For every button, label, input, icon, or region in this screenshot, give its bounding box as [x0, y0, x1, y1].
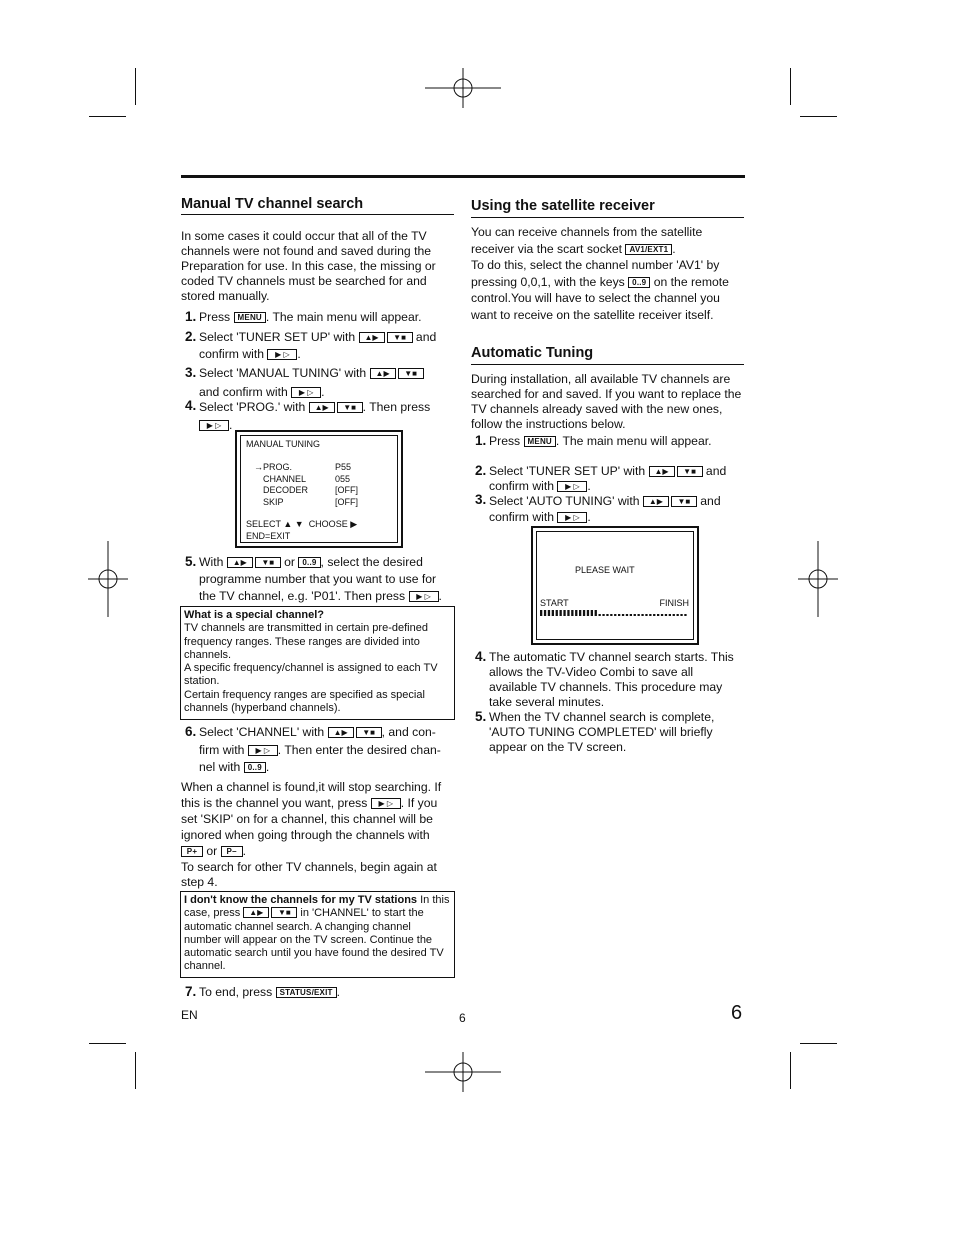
page-number-large: 6 — [731, 1002, 743, 1024]
crop-mark — [135, 1052, 136, 1089]
screen-title: MANUAL TUNING — [246, 439, 321, 449]
menu-key-icon: MENU — [234, 312, 266, 323]
step-text: . — [321, 385, 325, 399]
step-text: . — [587, 510, 591, 524]
progress-segment-filled — [571, 610, 573, 616]
up-key-icon: ▲▶ — [328, 727, 354, 738]
ok-key-icon: ▶ ▷ — [267, 349, 297, 360]
down-key-icon: ▼■ — [271, 907, 297, 918]
progress-segment-empty — [669, 614, 671, 616]
progress-segment-filled — [563, 610, 565, 616]
digit-key-icon: 0..9 — [628, 277, 650, 288]
progress-segment-filled — [587, 610, 589, 616]
step-text: Press — [199, 310, 231, 324]
down-key-icon: ▼■ — [387, 332, 413, 343]
up-key-icon: ▲▶ — [643, 496, 669, 507]
step-number: 4. — [185, 398, 197, 413]
step-2 — [181, 329, 454, 364]
satellite-heading: Using the satellite receiver — [471, 198, 655, 214]
arrow-right-icon: → — [254, 462, 263, 472]
heading-rule — [471, 364, 744, 365]
auto-step-3 — [471, 493, 744, 525]
step-text: nel with — [199, 760, 241, 774]
step-text: With — [199, 555, 224, 569]
progress-segment-empty — [649, 614, 651, 616]
heading-rule — [181, 214, 454, 215]
search-progress-bar — [540, 610, 688, 616]
step-text: confirm with — [199, 347, 265, 361]
manual-search-heading: Manual TV channel search — [181, 196, 364, 212]
step-text: and — [415, 330, 437, 344]
paragraph-text: . If you set 'SKIP' on for a channel, this channel will be ignored when going through the channels with — [181, 795, 438, 842]
ok-key-icon: ▶ ▷ — [557, 512, 587, 523]
step-text: . — [265, 760, 270, 774]
auto-intro-paragraph: During installation, all available TV channels are searched for and saved. If you want to replace the TV channels already saved with the new ones, follow the instructions below. — [471, 372, 742, 431]
program-down-key-icon: P– — [221, 846, 243, 857]
special-channel-text: A specific frequency/channel is assigned to each TV station. — [184, 662, 438, 688]
please-wait-text: PLEASE WAIT — [575, 565, 635, 575]
down-key-icon: ▼■ — [398, 368, 424, 379]
satellite-paragraph — [471, 224, 744, 323]
auto-tuning-screen — [531, 526, 699, 645]
left-column-mid — [181, 554, 454, 605]
step-text: . — [297, 347, 301, 361]
step-4 — [181, 398, 454, 434]
step-text: , select the desired — [320, 555, 423, 569]
screen-frame — [536, 531, 694, 640]
step-1 — [181, 310, 454, 329]
digit-key-icon: 0..9 — [298, 557, 320, 568]
progress-segment-empty — [626, 614, 628, 616]
progress-segment-empty — [614, 614, 616, 616]
step-text: and confirm with — [199, 385, 288, 399]
step-text: . Then enter the desired chan- — [277, 742, 441, 757]
program-up-key-icon: P+ — [181, 846, 203, 857]
progress-segment-empty — [677, 614, 679, 616]
progress-segment-empty — [630, 614, 632, 616]
down-key-icon: ▼■ — [337, 402, 363, 413]
progress-segment-empty — [661, 614, 663, 616]
row-label: PROG. — [263, 462, 293, 472]
paragraph-text: control.You will have to select the channel you — [471, 291, 720, 305]
paragraph-text: or — [206, 843, 218, 858]
step-text: To end, press — [199, 985, 273, 999]
progress-segment-empty — [653, 614, 655, 616]
step-text: the TV channel, e.g. 'P01'. Then press — [199, 589, 406, 603]
left-column — [181, 195, 454, 434]
manual-tuning-screen — [235, 430, 403, 548]
crop-mark — [790, 68, 791, 105]
page-number-small: 6 — [459, 1011, 466, 1025]
ok-key-icon: ▶ ▷ — [291, 387, 321, 398]
down-key-icon: ▼■ — [671, 496, 697, 507]
menu-key-icon: MENU — [524, 436, 556, 447]
step-5 — [181, 554, 454, 605]
special-channel-title: What is a special channel? — [184, 609, 324, 621]
step-text: or — [284, 555, 295, 569]
choose-hint: CHOOSE ▶ — [308, 519, 358, 529]
paragraph-text: . — [242, 843, 247, 858]
progress-segment-filled — [567, 610, 569, 616]
finish-label: FINISH — [659, 598, 689, 608]
top-rule — [181, 175, 745, 178]
special-channel-text: TV channels are transmitted in certain pre-defined frequency ranges. These ranges are divided into channels. — [184, 622, 428, 661]
ok-key-icon: ▶ ▷ — [199, 420, 229, 431]
crop-mark — [89, 1043, 126, 1044]
progress-segment-filled — [544, 610, 546, 616]
down-key-icon: ▼■ — [255, 557, 281, 568]
paragraph-text: want to receive on the satellite receiver itself. — [471, 307, 714, 322]
step-text: Select 'TUNER SET UP' with — [489, 464, 646, 478]
step-number: 5. — [475, 709, 487, 724]
step-number: 4. — [475, 649, 487, 664]
progress-segment-filled — [579, 610, 581, 616]
progress-segment-empty — [599, 614, 601, 616]
step-number: 3. — [185, 365, 197, 380]
down-key-icon: ▼■ — [356, 727, 382, 738]
right-column-lower — [471, 650, 744, 755]
progress-segment-filled — [595, 610, 597, 616]
start-label: START — [540, 598, 569, 608]
step-text: and — [700, 494, 721, 508]
row-label: DECODER — [263, 485, 309, 495]
progress-segment-empty — [645, 614, 647, 616]
progress-segment-filled — [575, 610, 577, 616]
progress-segment-empty — [610, 614, 612, 616]
ok-key-icon: ▶ ▷ — [371, 798, 401, 809]
progress-segment-empty — [602, 614, 604, 616]
row-label: CHANNEL — [263, 473, 307, 484]
step-number: 7. — [185, 984, 197, 999]
row-value: P55 — [335, 462, 352, 472]
crop-mark — [800, 1043, 837, 1044]
step-number: 5. — [185, 554, 197, 569]
step-text: . — [229, 418, 233, 432]
paragraph-text: receiver via the scart socket — [471, 241, 623, 256]
progress-segment-filled — [591, 610, 593, 616]
progress-segment-empty — [665, 614, 667, 616]
progress-segment-empty — [622, 614, 624, 616]
step-text: . — [587, 479, 591, 493]
step-text: confirm with — [489, 510, 555, 524]
screen-hints — [246, 519, 357, 542]
up-key-icon: ▲▶ — [227, 557, 253, 568]
step-text: . — [336, 985, 340, 999]
progress-segment-filled — [548, 610, 550, 616]
step-number: 2. — [185, 329, 197, 344]
step-text: Select 'PROG.' with — [199, 400, 306, 414]
progress-segment-empty — [657, 614, 659, 616]
crop-mark — [800, 116, 837, 117]
registration-target-icon — [798, 541, 838, 617]
step-number: 6. — [185, 724, 197, 739]
special-channel-text: Certain frequency ranges are specified as special channels (hyperband channels). — [184, 688, 425, 715]
step-text: programme number that you want to use for — [199, 572, 437, 586]
right-column — [471, 197, 744, 525]
step-6 — [181, 724, 454, 777]
progress-segment-empty — [673, 614, 675, 616]
scart-socket-icon: AV1/EXT1 — [625, 244, 672, 255]
paragraph-text: on the remote — [653, 274, 729, 289]
step-number: 2. — [475, 463, 487, 478]
crop-mark — [790, 1052, 791, 1089]
language-label: EN — [181, 1008, 198, 1022]
up-key-icon: ▲▶ — [309, 402, 335, 413]
dont-know-box — [180, 891, 455, 978]
step-text: firm with — [199, 742, 245, 757]
tuning-row — [263, 474, 373, 486]
step-7 — [181, 985, 454, 1000]
row-value: [OFF] — [335, 485, 358, 495]
step-text: The automatic TV channel search starts. This allows the TV-Video Combi to save all available TV channels. This procedure may take several minutes. — [489, 650, 734, 709]
ok-key-icon: ▶ ▷ — [409, 591, 439, 602]
dont-know-text: In this case, press — [184, 894, 450, 920]
paragraph-text: pressing 0,0,1, with the keys — [471, 274, 625, 289]
progress-segment-empty — [606, 614, 608, 616]
progress-segment-empty — [638, 614, 640, 616]
ok-key-icon: ▶ ▷ — [248, 745, 278, 756]
progress-segment-empty — [641, 614, 643, 616]
step-3 — [181, 364, 454, 398]
step-number: 1. — [475, 433, 487, 448]
tuning-row — [263, 497, 373, 509]
auto-step-2 — [471, 464, 744, 493]
row-label: SKIP — [263, 496, 284, 507]
step-number: 1. — [185, 309, 197, 324]
ok-key-icon: ▶ ▷ — [557, 481, 587, 492]
digit-key-icon: 0..9 — [244, 762, 266, 773]
registration-target-icon — [425, 68, 501, 108]
automatic-tuning-heading: Automatic Tuning — [471, 345, 594, 361]
crop-mark — [135, 68, 136, 105]
step-text: Select 'TUNER SET UP' with — [199, 330, 356, 344]
up-key-icon: ▲▶ — [649, 466, 675, 477]
paragraph-text: . — [672, 241, 676, 256]
progress-segment-empty — [618, 614, 620, 616]
step-text: . The main menu will appear. — [555, 434, 712, 448]
crop-mark — [89, 116, 126, 117]
progress-segment-empty — [634, 614, 636, 616]
paragraph-text: When a channel is found,it will stop searching. If this is the channel you want, press — [181, 779, 442, 810]
tuning-row — [263, 462, 373, 474]
paragraph-text: To do this, select the channel number 'AV1' by — [471, 258, 720, 272]
row-value: [OFF] — [335, 496, 358, 507]
progress-segment-filled — [556, 610, 558, 616]
found-paragraph — [181, 779, 454, 859]
step-text: confirm with — [489, 479, 555, 493]
step-text: and — [705, 464, 727, 478]
up-key-icon: ▲▶ — [243, 907, 269, 918]
step-7-container — [181, 985, 454, 1000]
paragraph-text: You can receive channels from the satellite — [471, 225, 703, 239]
registration-target-icon — [88, 541, 128, 617]
auto-step-5 — [471, 710, 744, 755]
row-value: 055 — [335, 473, 351, 484]
progress-segment-empty — [684, 614, 686, 616]
step-text: , and con- — [381, 725, 436, 739]
auto-step-4 — [471, 650, 744, 710]
dont-know-text: in 'CHANNEL' to start the automatic channel search. A changing channel number will appear on the TV screen. Continue the automatic search until you have found the desired TV channel. — [184, 907, 444, 973]
special-channel-box — [180, 606, 455, 720]
end-hint: END=EXIT — [246, 530, 291, 541]
auto-step-1 — [471, 434, 744, 464]
step-text: Press — [489, 434, 521, 448]
screen-frame — [240, 435, 398, 543]
step-text: Select 'MANUAL TUNING' with — [199, 366, 367, 380]
status-exit-key-icon: STATUS/EXIT — [276, 987, 337, 998]
up-key-icon: ▲▶ — [359, 332, 385, 343]
tuning-rows — [263, 462, 373, 508]
progress-segment-filled — [540, 610, 542, 616]
select-hint: SELECT ▲ ▼ — [246, 519, 304, 529]
progress-segment-filled — [583, 610, 585, 616]
step-text: . Then press — [362, 400, 431, 414]
down-key-icon: ▼■ — [677, 466, 703, 477]
dont-know-title: I don't know the channels for my TV stations — [184, 894, 418, 906]
progress-segment-filled — [560, 610, 562, 616]
up-key-icon: ▲▶ — [370, 368, 396, 379]
step-text: Select 'AUTO TUNING' with — [489, 494, 640, 508]
registration-target-icon — [425, 1052, 501, 1092]
heading-rule — [471, 217, 744, 218]
other-channels-paragraph: To search for other TV channels, begin again at step 4. — [181, 859, 437, 889]
left-column-lower — [181, 724, 454, 890]
progress-segment-empty — [680, 614, 682, 616]
tuning-row — [263, 485, 373, 497]
step-text: . — [438, 589, 442, 603]
step-text: . The main menu will appear. — [265, 310, 422, 324]
step-number: 3. — [475, 492, 487, 507]
progress-segment-filled — [552, 610, 554, 616]
intro-paragraph: In some cases it could occur that all of the TV channels were not found and saved during the Preparation for use. In this case, the missing or coded TV channels must be searched for and stored manually. — [181, 229, 436, 303]
step-text: When the TV channel search is complete, 'AUTO TUNING COMPLETED' will briefly appear on the TV screen. — [489, 710, 715, 754]
step-text: Select 'CHANNEL' with — [199, 725, 325, 739]
